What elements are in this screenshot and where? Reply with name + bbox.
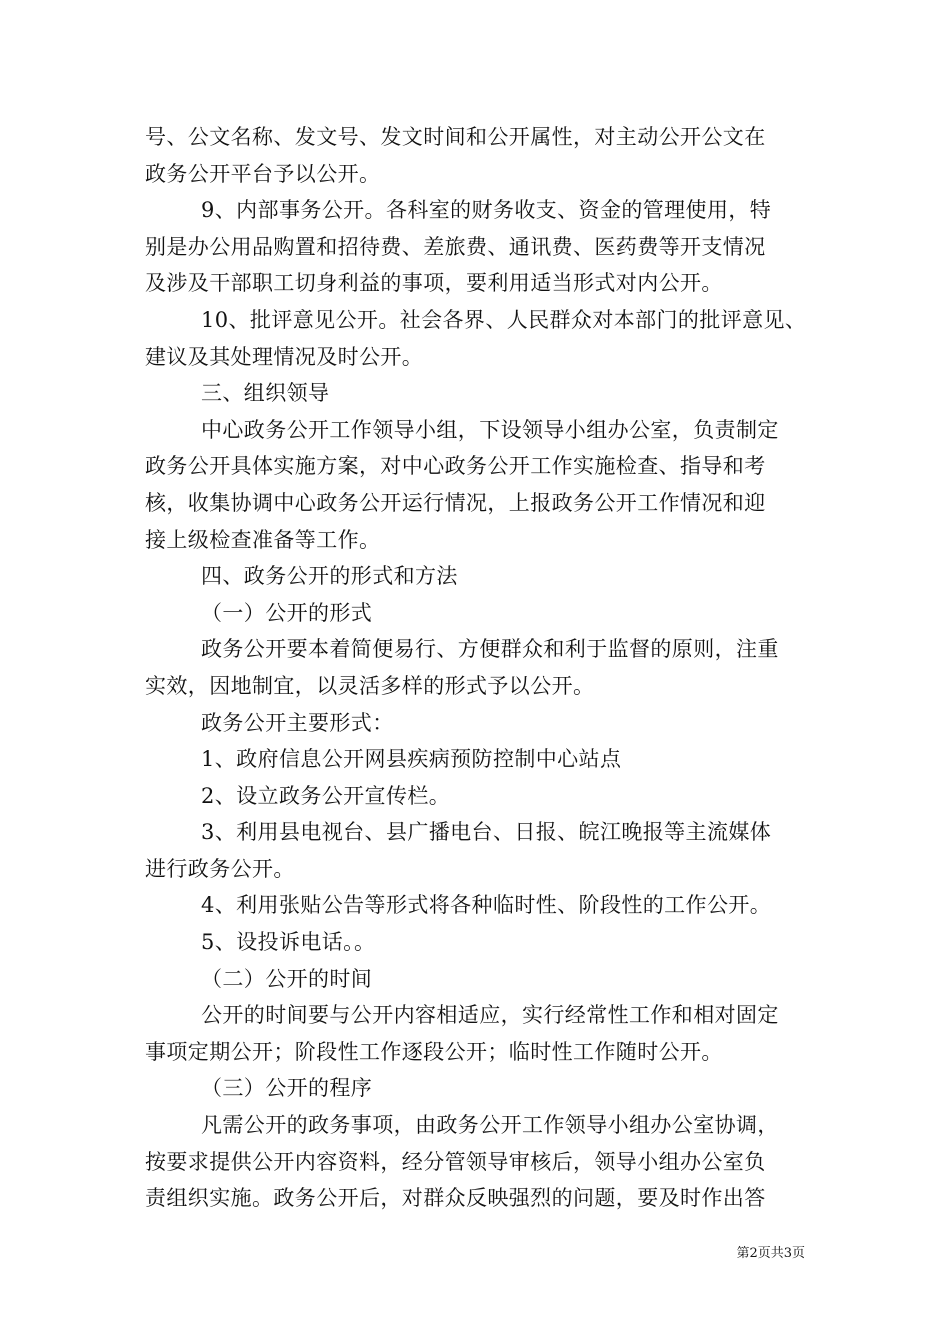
text-line: 四、政务公开的形式和方法 (201, 564, 458, 589)
text-line: （三）公开的程序 (201, 1076, 373, 1101)
text-line: 政务公开具体实施方案，对中心政务公开工作实施检查、指导和考 (145, 454, 766, 479)
text-line: 9、内部事务公开。各科室的财务收支、资金的管理使用，特 (201, 198, 772, 223)
text-line: 3、利用县电视台、县广播电台、日报、皖江晚报等主流媒体 (201, 820, 772, 845)
text-line: 进行政务公开。 (145, 856, 295, 881)
text-line: 三、组织领导 (201, 381, 330, 406)
text-line: 1、政府信息公开网县疾病预防控制中心站点 (201, 747, 622, 772)
text-line: 政务公开要本着简便易行、方便群众和利于监督的原则，注重 (201, 637, 779, 662)
text-line: 号、公文名称、发文号、发文时间和公开属性，对主动公开公文在 (145, 125, 766, 149)
text-line: 4、利用张贴公告等形式将各种临时性、阶段性的工作公开。 (201, 893, 772, 918)
text-line: 5、设投诉电话。。 (201, 930, 376, 955)
text-line: 核，收集协调中心政务公开运行情况，上报政务公开工作情况和迎 (145, 490, 766, 515)
text-line: 政务公开主要形式： (201, 710, 394, 735)
text-line: 按要求提供公开内容资料，经分管领导审核后，领导小组办公室负 (145, 1149, 766, 1174)
text-line: 接上级检查准备等工作。 (145, 527, 381, 552)
text-line: 公开的时间要与公开内容相适应，实行经常性工作和相对固定 (201, 1003, 779, 1028)
text-line: 及涉及干部职工切身利益的事项，要利用适当形式对内公开。 (145, 271, 723, 296)
text-line: 实效，因地制宜，以灵活多样的形式予以公开。 (145, 673, 595, 698)
text-line: 中心政务公开工作领导小组，下设领导小组办公室，负责制定 (201, 417, 779, 442)
text-line: 10、批评意见公开。社会各界、人民群众对本部门的批评意见、 (201, 307, 807, 332)
text-line: 别是办公用品购置和招待费、差旅费、通讯费、医药费等开支情况 (145, 234, 766, 259)
text-line: （二）公开的时间 (201, 966, 373, 991)
text-line: 事项定期公开；阶段性工作逐段公开；临时性工作随时公开。 (145, 1039, 723, 1064)
text-line: 建议及其处理情况及时公开。 (145, 344, 424, 369)
text-line: 政务公开平台予以公开。 (145, 161, 381, 186)
text-line: （一）公开的形式 (201, 600, 373, 625)
text-line: 责组织实施。政务公开后，对群众反映强烈的问题，要及时作出答 (145, 1186, 766, 1211)
page-number-footer: 第2页共3页 (736, 1246, 805, 1261)
document-body (145, 119, 825, 1217)
text-line: 2、设立政务公开宣传栏。 (201, 783, 451, 808)
text-line: 凡需公开的政务事项，由政务公开工作领导小组办公室协调， (201, 1113, 779, 1138)
